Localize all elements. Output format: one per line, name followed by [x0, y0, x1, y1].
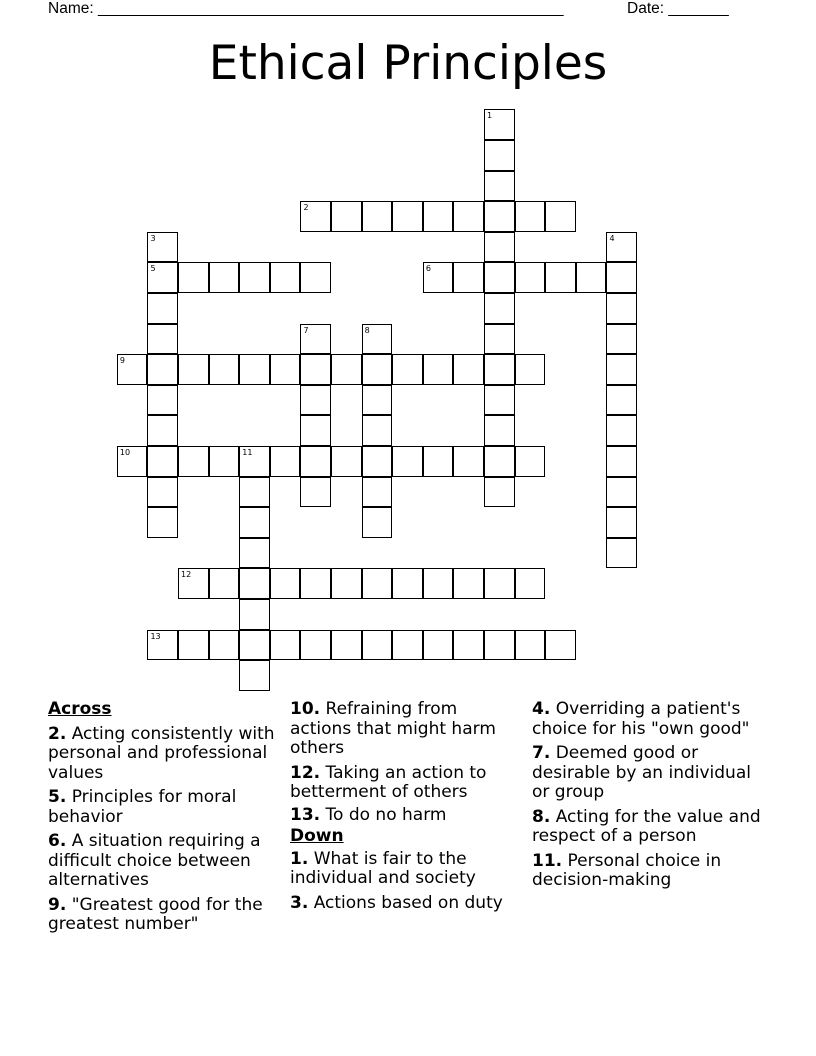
clue-number: 8. — [532, 806, 551, 827]
grid-cell[interactable] — [606, 324, 637, 355]
page-title: Ethical Principles — [208, 36, 608, 91]
grid-cell[interactable] — [300, 415, 331, 446]
clue-across-12 — [290, 764, 520, 803]
grid-cell[interactable] — [545, 201, 576, 232]
grid-cell[interactable] — [147, 446, 178, 477]
grid-cell[interactable] — [300, 354, 331, 385]
grid-cell[interactable] — [362, 201, 393, 232]
clue-text: A situation requiring a difficult choice between alternatives — [48, 831, 261, 890]
clue-number: 10. — [290, 699, 321, 719]
grid-cell[interactable] — [362, 385, 393, 416]
grid-cell[interactable] — [453, 201, 484, 232]
clue-text: Actions based on duty — [308, 892, 503, 913]
clues-column-1 — [48, 700, 278, 940]
grid-cell[interactable] — [392, 354, 423, 385]
clue-number: 7. — [532, 743, 551, 763]
name-field-label: Name: ______________________________________________________ — [48, 0, 564, 17]
clue-text: What is fair to the individual and society — [290, 848, 476, 888]
grid-cell[interactable] — [300, 568, 331, 599]
clue-text: Acting consistently with personal and professional values — [48, 723, 275, 783]
grid-cell[interactable] — [147, 324, 178, 355]
grid-cell[interactable] — [484, 324, 515, 355]
grid-cell[interactable] — [362, 568, 393, 599]
date-field-label: Date: _______ — [627, 0, 729, 17]
grid-cell[interactable] — [392, 446, 423, 477]
grid-cell[interactable] — [300, 446, 331, 477]
clue-number: 9. — [48, 894, 67, 915]
grid-cell[interactable] — [453, 262, 484, 293]
cell-number: 11 — [242, 447, 253, 457]
grid-cell[interactable] — [331, 201, 362, 232]
grid-cell[interactable] — [239, 660, 270, 691]
grid-cell[interactable] — [239, 568, 270, 599]
clue-text: Deemed good or desirable by an individual or group — [532, 743, 751, 802]
grid-cell[interactable] — [300, 630, 331, 661]
grid-cell[interactable] — [147, 477, 178, 508]
grid-cell[interactable] — [484, 354, 515, 385]
grid-cell[interactable] — [147, 262, 178, 293]
clue-across-6 — [48, 832, 278, 891]
grid-cell[interactable] — [209, 354, 240, 385]
grid-cell[interactable] — [484, 171, 515, 202]
grid-cell[interactable] — [331, 446, 362, 477]
cell-number: 2 — [303, 203, 309, 213]
grid-cell[interactable] — [239, 599, 270, 630]
grid-cell[interactable] — [147, 415, 178, 446]
clue-text: Principles for moral behavior — [48, 787, 237, 827]
grid-cell[interactable] — [239, 354, 270, 385]
grid-cell[interactable] — [576, 262, 607, 293]
grid-cell[interactable] — [545, 262, 576, 293]
grid-cell[interactable] — [147, 354, 178, 385]
grid-cell[interactable] — [270, 446, 301, 477]
grid-cell[interactable] — [606, 385, 637, 416]
cell-number: 10 — [119, 447, 131, 457]
grid-cell[interactable] — [606, 354, 637, 385]
grid-cell[interactable] — [484, 293, 515, 324]
grid-cell[interactable] — [484, 262, 515, 293]
grid-cell[interactable] — [423, 262, 454, 293]
clue-number: 4. — [532, 699, 551, 719]
grid-cell[interactable] — [515, 446, 546, 477]
cell-number: 4 — [609, 233, 615, 243]
grid-cell[interactable] — [484, 415, 515, 446]
grid-cell[interactable] — [515, 262, 546, 293]
clue-number: 2. — [48, 723, 67, 744]
grid-cell[interactable] — [606, 293, 637, 324]
grid-cell[interactable] — [423, 201, 454, 232]
grid-cell[interactable] — [515, 354, 546, 385]
clue-text: Overriding a patient's choice for his "own good" — [532, 699, 750, 739]
grid-cell[interactable] — [362, 507, 393, 538]
clues-column-2 — [290, 700, 520, 918]
cell-number: 1 — [487, 111, 493, 121]
grid-cell[interactable] — [209, 446, 240, 477]
grid-cell[interactable] — [484, 109, 515, 140]
grid-cell[interactable] — [239, 538, 270, 569]
grid-cell[interactable] — [392, 630, 423, 661]
grid-cell[interactable] — [331, 630, 362, 661]
grid-cell[interactable] — [545, 630, 576, 661]
cell-number: 12 — [181, 570, 192, 580]
grid-cell[interactable] — [423, 354, 454, 385]
grid-cell[interactable] — [147, 507, 178, 538]
grid-cell[interactable] — [515, 630, 546, 661]
clue-number: 6. — [48, 831, 67, 851]
grid-cell[interactable] — [270, 354, 301, 385]
grid-cell[interactable] — [239, 262, 270, 293]
grid-cell[interactable] — [606, 232, 637, 263]
grid-cell[interactable] — [606, 538, 637, 569]
grid-cell[interactable] — [147, 630, 178, 661]
grid-cell[interactable] — [362, 446, 393, 477]
grid-cell[interactable] — [362, 477, 393, 508]
clue-text: Refraining from actions that might harm others — [290, 699, 496, 758]
grid-cell[interactable] — [606, 262, 637, 293]
grid-cell[interactable] — [209, 262, 240, 293]
grid-cell[interactable] — [239, 477, 270, 508]
cell-number: 13 — [150, 631, 161, 641]
down-heading: Down — [290, 826, 344, 846]
grid-cell[interactable] — [178, 568, 209, 599]
grid-cell[interactable] — [178, 262, 209, 293]
grid-cell[interactable] — [239, 446, 270, 477]
grid-cell[interactable] — [209, 568, 240, 599]
clue-number: 13. — [290, 804, 321, 825]
grid-cell[interactable] — [300, 385, 331, 416]
clue-down-7 — [532, 744, 772, 803]
grid-cell[interactable] — [331, 354, 362, 385]
grid-cell[interactable] — [270, 568, 301, 599]
grid-cell[interactable] — [117, 354, 148, 385]
grid-cell[interactable] — [484, 630, 515, 661]
grid-cell[interactable] — [270, 262, 301, 293]
grid-cell[interactable] — [300, 477, 331, 508]
grid-cell[interactable] — [300, 201, 331, 232]
clue-down-4 — [532, 700, 772, 739]
clue-number: 5. — [48, 787, 67, 807]
grid-cell[interactable] — [300, 324, 331, 355]
clue-text: Personal choice in decision-making — [532, 850, 722, 890]
clue-text: Acting for the value and respect of a person — [532, 806, 761, 846]
clue-across-2 — [48, 725, 278, 784]
grid-cell[interactable] — [453, 630, 484, 661]
grid-cell[interactable] — [484, 232, 515, 263]
grid-cell[interactable] — [606, 415, 637, 446]
grid-cell[interactable] — [147, 232, 178, 263]
clue-across-13 — [290, 806, 520, 826]
clue-text: "Greatest good for the greatest number" — [48, 894, 263, 934]
grid-cell[interactable] — [423, 446, 454, 477]
clue-across-5 — [48, 788, 278, 827]
clue-across-10 — [290, 700, 520, 759]
cell-number: 9 — [119, 356, 125, 366]
grid-cell[interactable] — [178, 446, 209, 477]
clue-text: Taking an action to betterment of others — [290, 762, 487, 802]
grid-cell[interactable] — [423, 630, 454, 661]
grid-cell[interactable] — [362, 415, 393, 446]
clue-down-8 — [532, 808, 772, 847]
cell-number: 8 — [364, 325, 370, 335]
clue-number: 3. — [290, 892, 309, 913]
grid-cell[interactable] — [362, 630, 393, 661]
grid-cell[interactable] — [484, 385, 515, 416]
grid-cell[interactable] — [331, 568, 362, 599]
clue-text: To do no harm — [320, 804, 447, 825]
grid-cell[interactable] — [178, 354, 209, 385]
grid-cell[interactable] — [606, 507, 637, 538]
grid-cell[interactable] — [515, 201, 546, 232]
grid-cell[interactable] — [423, 568, 454, 599]
grid-cell[interactable] — [147, 385, 178, 416]
grid-cell[interactable] — [484, 568, 515, 599]
grid-cell[interactable] — [453, 354, 484, 385]
grid-cell[interactable] — [515, 568, 546, 599]
grid-cell[interactable] — [453, 446, 484, 477]
across-heading: Across — [48, 699, 112, 719]
clues-column-3 — [532, 700, 772, 896]
grid-cell[interactable] — [484, 477, 515, 508]
cell-number: 6 — [425, 264, 431, 274]
cell-number: 7 — [303, 325, 309, 335]
grid-cell[interactable] — [392, 568, 423, 599]
grid-cell[interactable] — [117, 446, 148, 477]
grid-cell[interactable] — [239, 630, 270, 661]
grid-cell[interactable] — [239, 507, 270, 538]
grid-cell[interactable] — [606, 477, 637, 508]
grid-cell[interactable] — [484, 140, 515, 171]
clue-number: 12. — [290, 762, 321, 783]
clue-down-11 — [532, 852, 772, 891]
grid-cell[interactable] — [453, 568, 484, 599]
clue-number: 1. — [290, 848, 309, 869]
grid-cell[interactable] — [362, 354, 393, 385]
cell-number: 3 — [150, 233, 156, 243]
grid-cell[interactable] — [178, 630, 209, 661]
grid-cell[interactable] — [362, 324, 393, 355]
grid-cell[interactable] — [484, 201, 515, 232]
grid-cell[interactable] — [209, 630, 240, 661]
grid-cell[interactable] — [392, 201, 423, 232]
clue-across-9 — [48, 896, 278, 935]
clue-down-1 — [290, 850, 520, 889]
clue-down-3 — [290, 894, 520, 914]
grid-cell[interactable] — [270, 630, 301, 661]
cell-number: 5 — [150, 264, 156, 274]
grid-cell[interactable] — [606, 446, 637, 477]
clue-number: 11. — [532, 850, 563, 871]
grid-cell[interactable] — [484, 446, 515, 477]
grid-cell[interactable] — [147, 293, 178, 324]
grid-cell[interactable] — [300, 262, 331, 293]
